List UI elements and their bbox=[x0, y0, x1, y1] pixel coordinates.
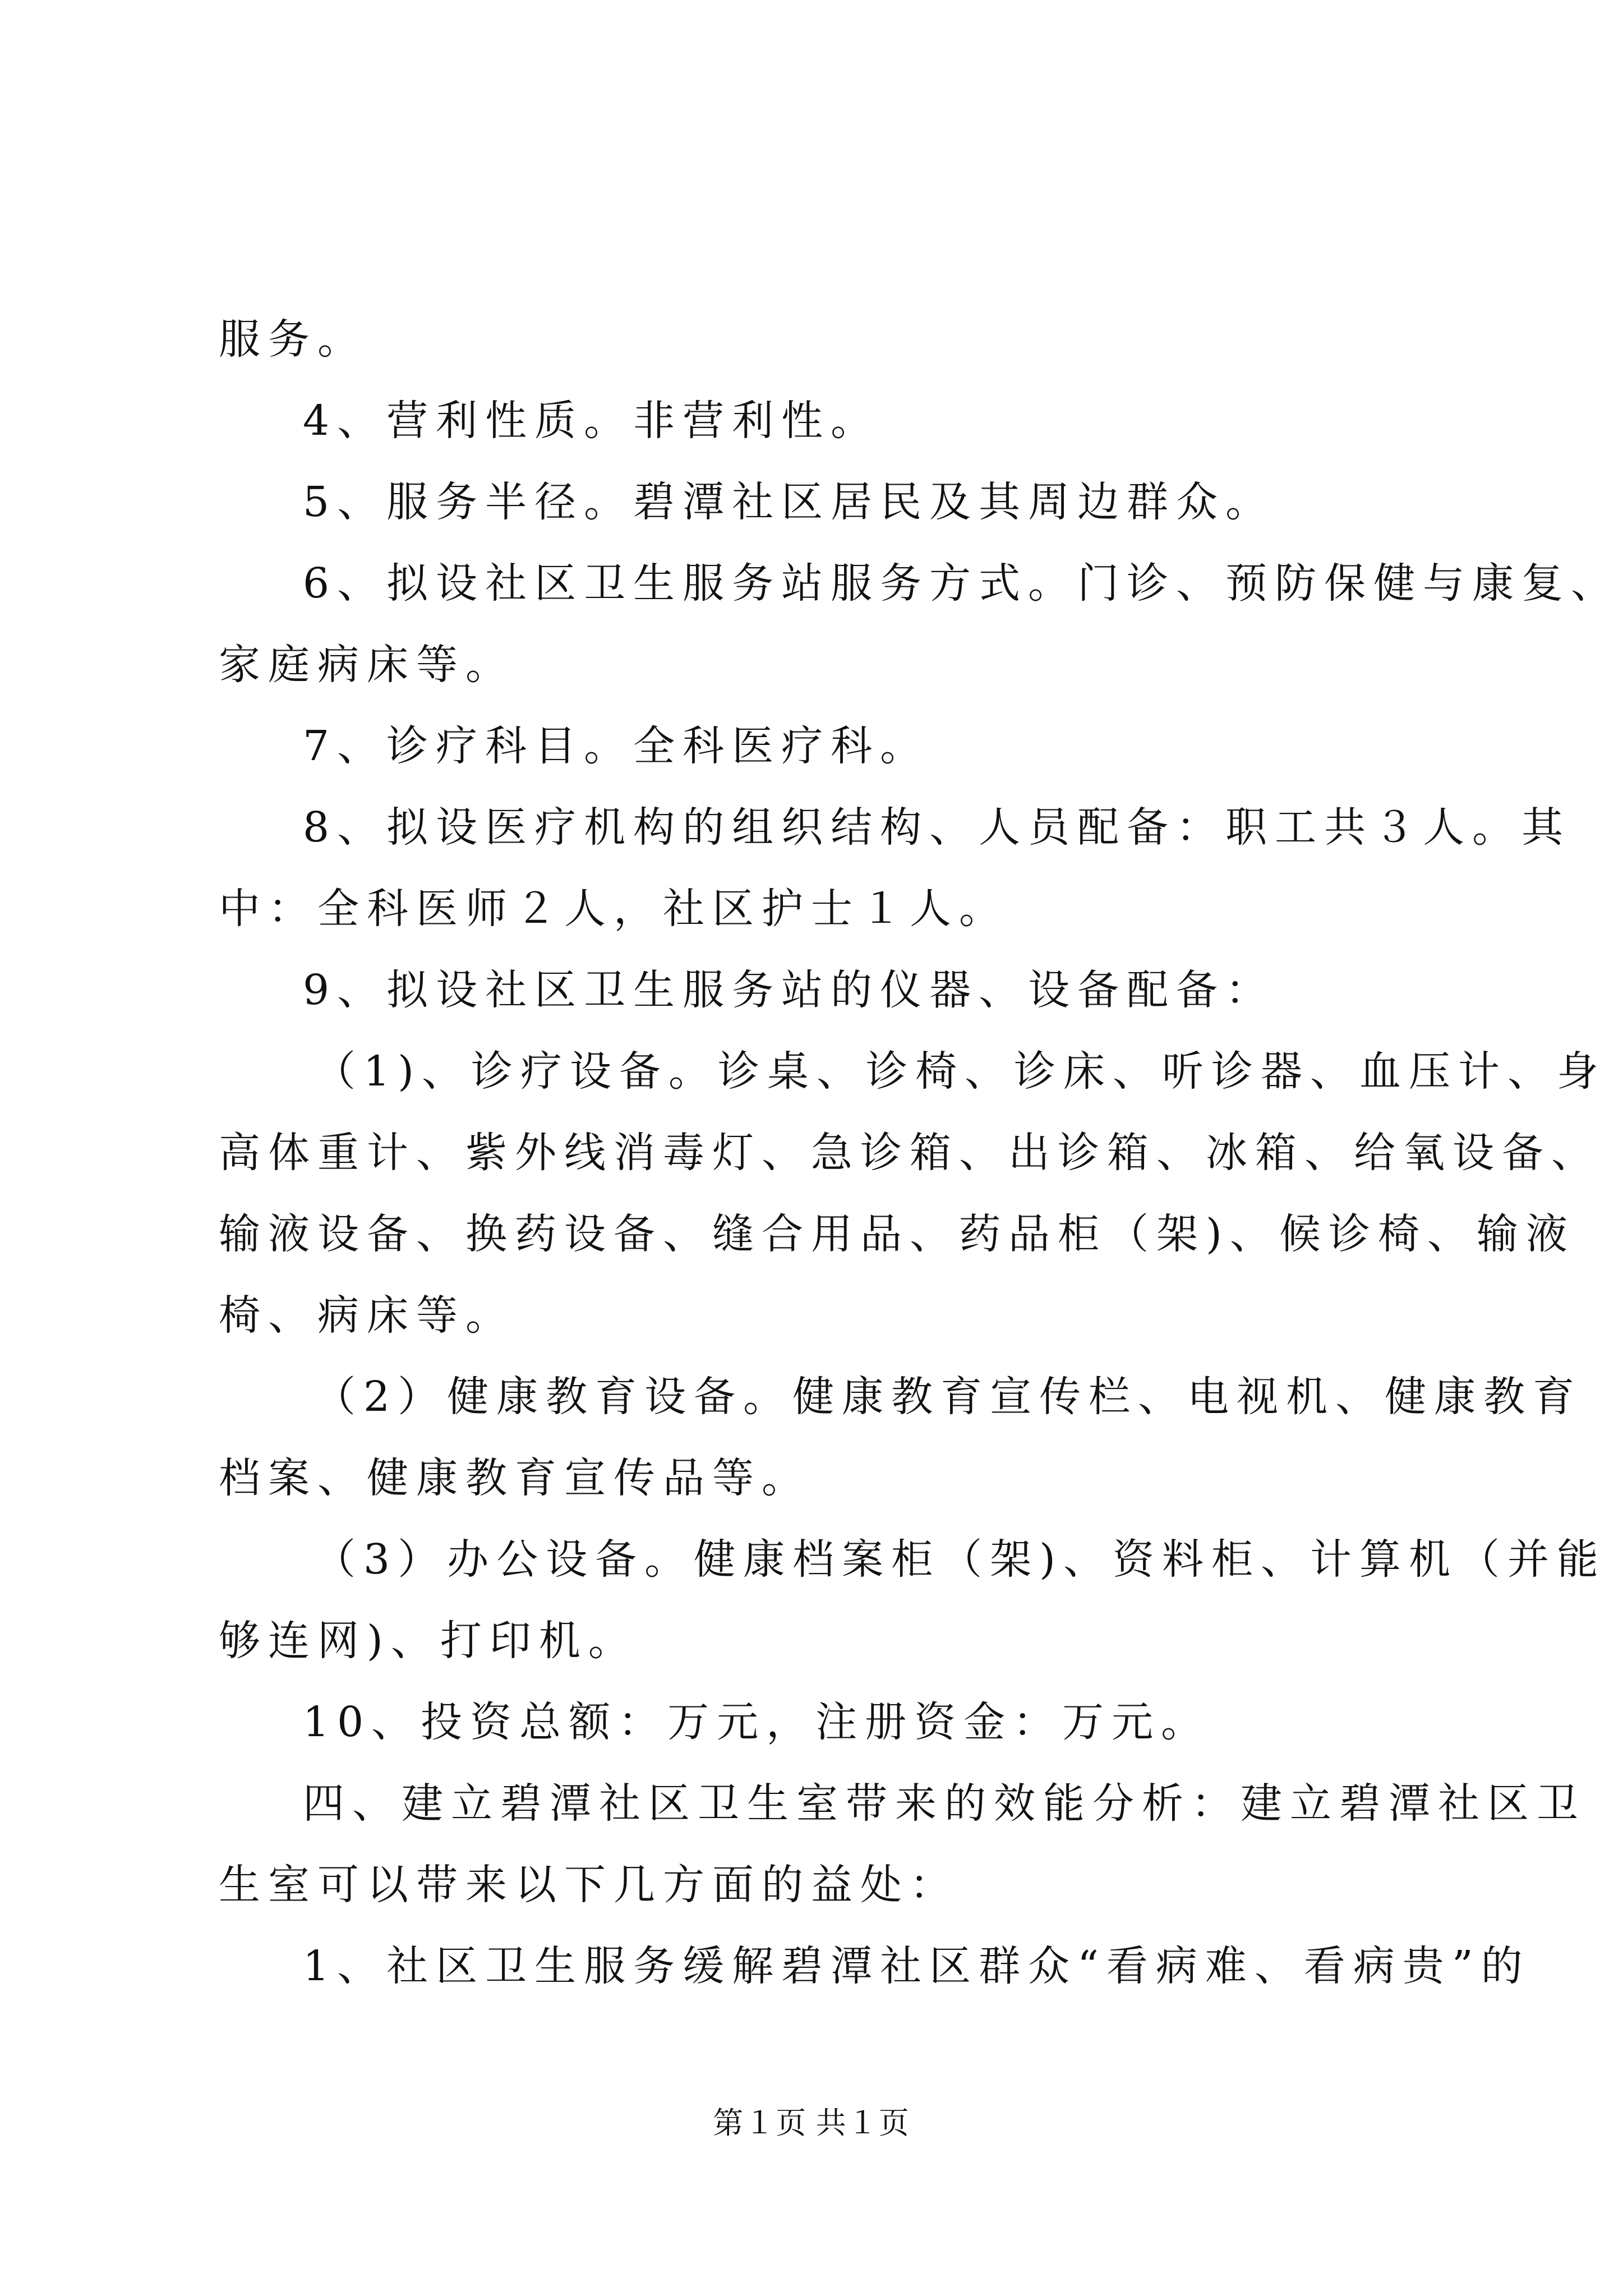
paragraph-line: 家庭病床等。 bbox=[219, 641, 515, 689]
paragraph-line: 高体重计、紫外线消毒灯、急诊箱、出诊箱、冰箱、给氧设备、 bbox=[219, 1129, 1601, 1177]
paragraph-line: 生室可以带来以下几方面的益处： bbox=[219, 1861, 959, 1909]
paragraph-line: 服务。 bbox=[219, 315, 367, 364]
paragraph-line: 4、营利性质。非营利性。 bbox=[303, 397, 880, 445]
paragraph-line: 9、拟设社区卫生服务站的仪器、设备配备： bbox=[303, 966, 1275, 1014]
paragraph-line: （3）办公设备。健康档案柜（架)、资料柜、计算机（并能 bbox=[314, 1535, 1606, 1584]
paragraph-line: （2）健康教育设备。健康教育宣传栏、电视机、健康教育 bbox=[314, 1373, 1583, 1421]
paragraph-line: 档案、健康教育宣传品等。 bbox=[219, 1454, 811, 1502]
paragraph-line: 输液设备、换药设备、缝合用品、药品柜（架)、候诊椅、输液 bbox=[219, 1210, 1575, 1258]
paragraph-line: 7、诊疗科目。全科医疗科。 bbox=[303, 722, 930, 770]
paragraph-line: 5、服务半径。碧潭社区居民及其周边群众。 bbox=[303, 478, 1275, 526]
paragraph-line: （1)、诊疗设备。诊桌、诊椅、诊床、听诊器、血压计、身 bbox=[314, 1047, 1606, 1096]
paragraph-line: 四、建立碧潭社区卫生室带来的效能分析：建立碧潭社区卫 bbox=[303, 1779, 1586, 1828]
paragraph-line: 8、拟设医疗机构的组织结构、人员配备：职工共３人。其 bbox=[303, 803, 1571, 852]
paragraph-line: 1、社区卫生服务缓解碧潭社区群众“看病难、看病贵”的 bbox=[303, 1942, 1530, 1990]
paragraph-line: 中：全科医师２人，社区护士１人。 bbox=[219, 885, 1008, 933]
paragraph-line: 6、拟设社区卫生服务站服务方式。门诊、预防保健与康复、 bbox=[303, 559, 1621, 608]
paragraph-line: 椅、病床等。 bbox=[219, 1291, 515, 1340]
paragraph-line: 10、投资总额：万元，注册资金：万元。 bbox=[303, 1698, 1211, 1746]
paragraph-line: 够连网)、打印机。 bbox=[219, 1617, 638, 1665]
page-footer: 第１页 共１页 bbox=[713, 2106, 910, 2140]
